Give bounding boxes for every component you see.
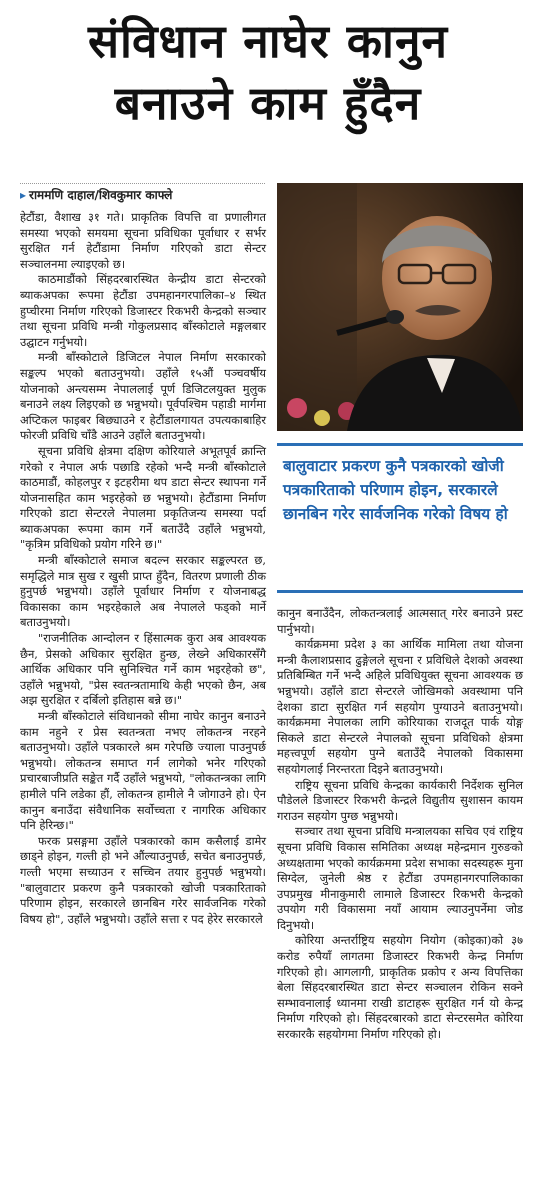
paragraph: फरक प्रसङ्गमा उहाँले पत्रकारको काम कसैलाई डामेर छाड्ने होइन, गल्ती हो भने औंल्याउनुपर्छ, सचेत बनाउनुपर्छ, गल्ती भएमा सच्याउन र सच्चिन तयार हुनुपर्छ भन्नुभयो। "बालुवाटार प्रकरण कुनै पत्रकारको खोजी पत्रकारिताको परिणाम होइन, सरकारले छानबिन गरेर सार्वजनिक गरेको विषय हो", उहाँले भन्नुभयो। उहाँले सत्ता र पद हेरेर सरकारले [20, 833, 266, 926]
byline-authors: राममणि दाहाल/शिवकुमार काफ्ले [29, 188, 173, 202]
byline-marker-icon: ▸ [20, 188, 27, 202]
paragraph: कार्यक्रममा प्रदेश ३ का आर्थिक मामिला तथा योजना मन्त्री कैलाशप्रसाद ढुङ्गेलले सूचना र प्रविधिले देशको अवस्था प्रतिबिम्बित गर्ने भन्दै अहिले प्रविधियुक्त सूचना आवश्यक छ भन्नुभयो। उहाँले डाटा सेन्टरले जोखिमको अवस्थामा पनि देशका डाटा सुरक्षित गर्न सहयोग पुग्याउने बताउनुभयो। कार्यक्रममा नेपालका लागि कोरियाका राजदूत पार्क योङ्ग सिकले डाटा सेन्टरले नेपालको सूचना प्रविधिको क्षेत्रमा महत्त्वपूर्ण सहयोग पुग्ने बताउँदै नेपालको विकासमा सहयोगलाई निरन्तरता दिइने बताउनुभयो। [277, 637, 523, 776]
paragraph: कोरिया अन्तर्राष्ट्रिय सहयोग नियोग (कोइका)को ३७ करोड रुपैयाँ लागतमा डिजास्टर रिकभरी केन्द्र निर्माण गरिएको हो। आगलागी, प्राकृतिक प्रकोप र अन्य विपत्तिका बेला सिंहदरबारस्थित डाटा सेन्टर सञ्चालन रोकिन सक्ने सम्भावनालाई ध्यानमा राखी डाटाहरू सुरक्षित गर्न यो केन्द्र निर्माण गरिएको हो। सिंहदरबारको डाटा सेन्टरसमेत कोरिया सरकारकै सहयोगमा निर्माण गरिएको हो। [277, 933, 523, 1042]
paragraph: मन्त्री बाँस्कोटाले समाज बदल्न सरकार सङ्कल्परत छ, समृद्धिले मात्र सुख र खुसी प्राप्त हुँदैन, वितरण प्रणाली ठीक हुनुपर्छ भन्नुभयो। उहाँले पूर्वाधार निर्माण र योजनाबद्ध विकासका काम भइरहेकाले अब नेपालले फड्को मार्ने बताउनुभयो। [20, 553, 266, 630]
headline [0, 10, 536, 134]
minister-speaking-photo-icon [277, 183, 523, 431]
paragraph: "राजनीतिक आन्दोलन र हिंसात्मक कुरा अब आवश्यक छैन, प्रेसको अधिकार सुरक्षित हुन्छ, लेख्ने अधिकारसँगै आर्थिक अधिकार पनि सुनिश्चित गर्ने काम भइरहेको छ", उहाँले भन्नुभयो, "प्रेस स्वतन्त्रतामाथि केही भएको छैन, अब अझ सुरक्षित र दर्बिलो इतिहास बन्ने छ।" [20, 631, 266, 708]
article-left-column [20, 210, 266, 927]
paragraph: मन्त्री बाँस्कोटाले डिजिटल नेपाल निर्माण सरकारको सङ्कल्प भएको बताउनुभयो। उहाँले १५औं पञ्चवर्षीय योजनाको अन्त्यसम्म नेपाललाई पूर्ण डिजिटलयुक्त मुलुक बनाउने लक्ष्य लिइएको छ भन्नुभयो। पूर्वपश्चिम पहाडी मार्गमा अप्टिकल फाइबर बिछ्याउने र हेटौंडालगायत उपत्यकाबाहिर फोरजी प्रविधि चाँडै आउने उहाँले बताउनुभयो। [20, 350, 266, 443]
paragraph: हेटौंडा, वैशाख ३१ गते। प्राकृतिक विपत्ति वा प्रणालीगत समस्या भएको समयमा सूचना प्रविधिका पूर्वाधार र सर्भर सुरक्षित गर्न हेटौंडामा निर्माण गरिएको डाटा सेन्टर सञ्चालनमा ल्याइएको छ। [20, 210, 266, 271]
byline [20, 183, 265, 203]
pull-quote [277, 443, 523, 593]
paragraph: कानुन बनाउँदैन, लोकतन्त्रलाई आत्मसात् गरेर बनाउने प्रस्ट पार्नुभयो। [277, 606, 523, 636]
headline-line-2: बनाउने काम हुँदैन [114, 76, 422, 130]
pull-quote-text: बालुवाटार प्रकरण कुनै पत्रकारको खोजी पत्रकारिताको परिणाम होइन, सरकारले छानबिन गरेर सार्वजनिक गरेको विषय हो [283, 457, 508, 523]
paragraph: सूचना प्रविधि क्षेत्रमा दक्षिण कोरियाले अभूतपूर्व क्रान्ति गरेको र नेपाल अर्फ पछाडि रहेको भन्दै मन्त्री बाँस्कोटाले काठमाडौं, कोहलपुर र इटहरीमा थप डाटा सेन्टर स्थापना गर्ने योजनासहित काम भइरहेको छ भन्नुभयो। हेटौंडामा निर्माण गरिएको डाटा सेन्टरले नेपालमा प्रकृतिजन्य समस्या पर्दा ब्याकअपका रूपमा काम गर्ने बताउँदै उहाँले भन्नुभयो, "कृत्रिम प्रविधिको प्रयोग गरिने छ।" [20, 443, 266, 552]
headline-line-1: संविधान नाघेर कानुन [87, 14, 449, 68]
paragraph: राष्ट्रिय सूचना प्रविधि केन्द्रका कार्यकारी निर्देशक सुनिल पौडेलले डिजास्टर रिकभरी केन्द्रले विद्युतीय सुशासन कायम गराउन सहयोग पुग्छ भन्नुभयो। [277, 777, 523, 823]
paragraph: मन्त्री बाँस्कोटाले संविधानको सीमा नाघेर कानुन बनाउने काम नहुने र प्रेस स्वतन्त्रता नभए लोकतन्त्र नरहने बताउनुभयो। उहाँले पत्रकारले श्रम गरेपछि ज्याला पाउनुपर्छ भन्नुभयो। लोकतन्त्र समाप्त गर्न लागेको भनेर गरिएको प्रचारबाजीप्रति सङ्केत गर्दै उहाँले भन्नुभयो, "लोकतन्त्रका लागि हामीले पनि लडेका हौं, लोकतन्त्र हामीले नै जोगाउने हो। ऐन कानुन बनाउँदा संवैधानिक सर्वोच्चता र नागरिक अधिकार पनि हेरिन्छ।" [20, 709, 266, 833]
minister-photo [277, 183, 523, 431]
paragraph: काठमाडौंको सिंहदरबारस्थित केन्द्रीय डाटा सेन्टरको ब्याकअपका रूपमा हेटौंडा उपमहानगरपालिका–४ स्थित हुप्चीरमा निर्माण गरिएको डिजास्टर रिकभरी केन्द्रको सञ्चार तथा सूचना प्रविधि मन्त्री गोकुलप्रसाद बाँस्कोटाले मङ्गलबार उद्घाटन गर्नुभयो। [20, 272, 266, 349]
paragraph: सञ्चार तथा सूचना प्रविधि मन्त्रालयका सचिव एवं राष्ट्रिय सूचना प्रविधि विकास समितिका अध्यक्ष महेन्द्रमान गुरुङको अध्यक्षतामा भएको कार्यक्रममा प्रदेश सभाका सदस्यहरू मुना सिग्देल, जुनेली श्रेष्ठ र हेटौंडा उपमहानगरपालिकाका उपप्रमुख मीनाकुमारी लामाले डिजास्टर रिकभरी केन्द्रको उपयोग गरी विकासमा नयाँ आयाम ल्याउनुपर्नेमा जोड दिनुभयो। [277, 824, 523, 932]
article-right-column [277, 606, 523, 1043]
